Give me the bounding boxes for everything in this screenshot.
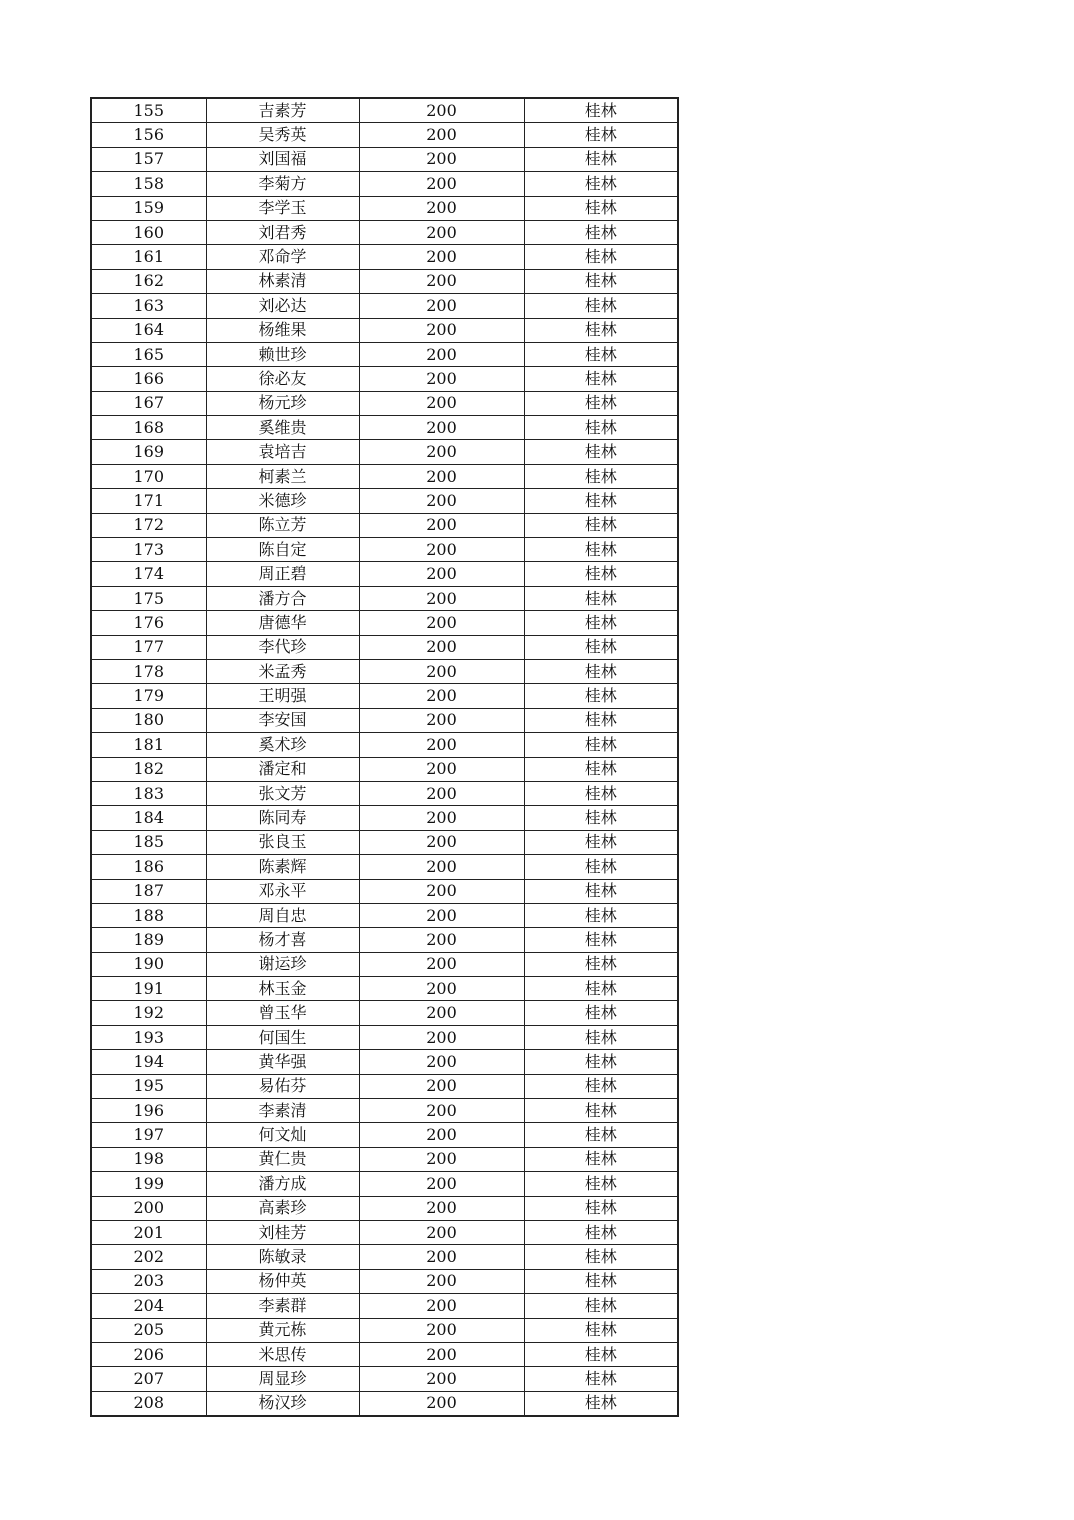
row-number-cell: 206	[91, 1342, 206, 1366]
table-row	[91, 781, 678, 805]
row-number-cell: 188	[91, 903, 206, 927]
row-number-cell: 173	[91, 538, 206, 562]
location-cell: 桂林	[524, 147, 678, 171]
name-cell: 杨元珍	[206, 391, 359, 415]
location-cell: 桂林	[524, 928, 678, 952]
location-cell: 桂林	[524, 1074, 678, 1098]
name-cell: 徐必友	[206, 367, 359, 391]
location-cell: 桂林	[524, 342, 678, 366]
location-cell: 桂林	[524, 269, 678, 293]
table-row	[91, 269, 678, 293]
location-cell: 桂林	[524, 123, 678, 147]
location-cell: 桂林	[524, 1123, 678, 1147]
location-cell: 桂林	[524, 1001, 678, 1025]
amount-cell: 200	[359, 757, 524, 781]
table-row	[91, 440, 678, 464]
row-number-cell: 204	[91, 1294, 206, 1318]
name-cell: 李安国	[206, 708, 359, 732]
amount-cell: 200	[359, 1245, 524, 1269]
table-row	[91, 245, 678, 269]
table-row	[91, 1050, 678, 1074]
table-row	[91, 928, 678, 952]
name-cell: 何文灿	[206, 1123, 359, 1147]
table-row	[91, 391, 678, 415]
amount-cell: 200	[359, 928, 524, 952]
table-row	[91, 1220, 678, 1244]
row-number-cell: 193	[91, 1025, 206, 1049]
row-number-cell: 156	[91, 123, 206, 147]
amount-cell: 200	[359, 172, 524, 196]
table-row	[91, 1294, 678, 1318]
name-cell: 米德珍	[206, 489, 359, 513]
location-cell: 桂林	[524, 611, 678, 635]
row-number-cell: 199	[91, 1172, 206, 1196]
location-cell: 桂林	[524, 1245, 678, 1269]
name-cell: 柯素兰	[206, 464, 359, 488]
name-cell: 李菊方	[206, 172, 359, 196]
row-number-cell: 182	[91, 757, 206, 781]
row-number-cell: 176	[91, 611, 206, 635]
location-cell: 桂林	[524, 977, 678, 1001]
amount-cell: 200	[359, 1099, 524, 1123]
amount-cell: 200	[359, 1050, 524, 1074]
name-cell: 奚维贵	[206, 416, 359, 440]
row-number-cell: 158	[91, 172, 206, 196]
name-cell: 周正碧	[206, 562, 359, 586]
row-number-cell: 168	[91, 416, 206, 440]
name-cell: 杨汉珍	[206, 1391, 359, 1416]
name-cell: 林玉金	[206, 977, 359, 1001]
name-cell: 邓永平	[206, 879, 359, 903]
row-number-cell: 167	[91, 391, 206, 415]
row-number-cell: 177	[91, 635, 206, 659]
row-number-cell: 194	[91, 1050, 206, 1074]
table-row	[91, 416, 678, 440]
location-cell: 桂林	[524, 562, 678, 586]
location-cell: 桂林	[524, 1147, 678, 1171]
name-cell: 谢运珍	[206, 952, 359, 976]
location-cell: 桂林	[524, 98, 678, 123]
table-row	[91, 1391, 678, 1416]
name-cell: 陈敏录	[206, 1245, 359, 1269]
table-row	[91, 659, 678, 683]
location-cell: 桂林	[524, 903, 678, 927]
table-row	[91, 1269, 678, 1293]
name-cell: 潘定和	[206, 757, 359, 781]
name-cell: 张良玉	[206, 830, 359, 854]
name-cell: 李代珍	[206, 635, 359, 659]
location-cell: 桂林	[524, 1391, 678, 1416]
table-row	[91, 1172, 678, 1196]
amount-cell: 200	[359, 318, 524, 342]
roster-table	[90, 97, 679, 1417]
location-cell: 桂林	[524, 489, 678, 513]
amount-cell: 200	[359, 1001, 524, 1025]
amount-cell: 200	[359, 1220, 524, 1244]
row-number-cell: 196	[91, 1099, 206, 1123]
row-number-cell: 178	[91, 659, 206, 683]
table-row	[91, 538, 678, 562]
table-row	[91, 977, 678, 1001]
name-cell: 周显珍	[206, 1367, 359, 1391]
row-number-cell: 183	[91, 781, 206, 805]
location-cell: 桂林	[524, 1269, 678, 1293]
amount-cell: 200	[359, 659, 524, 683]
location-cell: 桂林	[524, 464, 678, 488]
name-cell: 王明强	[206, 684, 359, 708]
amount-cell: 200	[359, 489, 524, 513]
amount-cell: 200	[359, 635, 524, 659]
table-row	[91, 635, 678, 659]
amount-cell: 200	[359, 538, 524, 562]
row-number-cell: 164	[91, 318, 206, 342]
row-number-cell: 198	[91, 1147, 206, 1171]
row-number-cell: 172	[91, 513, 206, 537]
location-cell: 桂林	[524, 684, 678, 708]
location-cell: 桂林	[524, 659, 678, 683]
amount-cell: 200	[359, 147, 524, 171]
location-cell: 桂林	[524, 1172, 678, 1196]
row-number-cell: 157	[91, 147, 206, 171]
location-cell: 桂林	[524, 391, 678, 415]
amount-cell: 200	[359, 1318, 524, 1342]
row-number-cell: 186	[91, 855, 206, 879]
amount-cell: 200	[359, 1342, 524, 1366]
amount-cell: 200	[359, 98, 524, 123]
name-cell: 赖世珍	[206, 342, 359, 366]
name-cell: 陈立芳	[206, 513, 359, 537]
location-cell: 桂林	[524, 1294, 678, 1318]
table-row	[91, 1025, 678, 1049]
row-number-cell: 179	[91, 684, 206, 708]
table-row	[91, 1196, 678, 1220]
location-cell: 桂林	[524, 830, 678, 854]
location-cell: 桂林	[524, 952, 678, 976]
row-number-cell: 201	[91, 1220, 206, 1244]
table-row	[91, 733, 678, 757]
row-number-cell: 161	[91, 245, 206, 269]
name-cell: 黄元栋	[206, 1318, 359, 1342]
table-row	[91, 611, 678, 635]
amount-cell: 200	[359, 806, 524, 830]
amount-cell: 200	[359, 1391, 524, 1416]
table-row	[91, 1367, 678, 1391]
amount-cell: 200	[359, 903, 524, 927]
table-row	[91, 586, 678, 610]
name-cell: 高素珍	[206, 1196, 359, 1220]
row-number-cell: 205	[91, 1318, 206, 1342]
name-cell: 张文芳	[206, 781, 359, 805]
row-number-cell: 160	[91, 220, 206, 244]
table-row	[91, 123, 678, 147]
row-number-cell: 184	[91, 806, 206, 830]
amount-cell: 200	[359, 1123, 524, 1147]
name-cell: 周自忠	[206, 903, 359, 927]
name-cell: 易佑芬	[206, 1074, 359, 1098]
location-cell: 桂林	[524, 1025, 678, 1049]
amount-cell: 200	[359, 416, 524, 440]
table-row	[91, 147, 678, 171]
name-cell: 吉素芳	[206, 98, 359, 123]
amount-cell: 200	[359, 977, 524, 1001]
table-row	[91, 903, 678, 927]
location-cell: 桂林	[524, 1342, 678, 1366]
amount-cell: 200	[359, 781, 524, 805]
location-cell: 桂林	[524, 708, 678, 732]
row-number-cell: 192	[91, 1001, 206, 1025]
amount-cell: 200	[359, 1196, 524, 1220]
location-cell: 桂林	[524, 172, 678, 196]
table-row	[91, 1318, 678, 1342]
name-cell: 杨维果	[206, 318, 359, 342]
amount-cell: 200	[359, 391, 524, 415]
location-cell: 桂林	[524, 733, 678, 757]
amount-cell: 200	[359, 196, 524, 220]
location-cell: 桂林	[524, 245, 678, 269]
name-cell: 李素群	[206, 1294, 359, 1318]
location-cell: 桂林	[524, 513, 678, 537]
name-cell: 黄仁贵	[206, 1147, 359, 1171]
amount-cell: 200	[359, 1294, 524, 1318]
table-row	[91, 1001, 678, 1025]
location-cell: 桂林	[524, 781, 678, 805]
amount-cell: 200	[359, 562, 524, 586]
row-number-cell: 195	[91, 1074, 206, 1098]
row-number-cell: 190	[91, 952, 206, 976]
table-row	[91, 172, 678, 196]
table-row	[91, 562, 678, 586]
name-cell: 刘国福	[206, 147, 359, 171]
name-cell: 袁培吉	[206, 440, 359, 464]
row-number-cell: 163	[91, 294, 206, 318]
name-cell: 李素清	[206, 1099, 359, 1123]
name-cell: 林素清	[206, 269, 359, 293]
row-number-cell: 175	[91, 586, 206, 610]
amount-cell: 200	[359, 684, 524, 708]
name-cell: 黄华强	[206, 1050, 359, 1074]
name-cell: 何国生	[206, 1025, 359, 1049]
name-cell: 陈自定	[206, 538, 359, 562]
row-number-cell: 171	[91, 489, 206, 513]
table-row	[91, 1074, 678, 1098]
amount-cell: 200	[359, 245, 524, 269]
name-cell: 吴秀英	[206, 123, 359, 147]
name-cell: 米思传	[206, 1342, 359, 1366]
location-cell: 桂林	[524, 855, 678, 879]
table-row	[91, 464, 678, 488]
table-row	[91, 879, 678, 903]
location-cell: 桂林	[524, 586, 678, 610]
row-number-cell: 197	[91, 1123, 206, 1147]
row-number-cell: 203	[91, 1269, 206, 1293]
name-cell: 陈同寿	[206, 806, 359, 830]
name-cell: 李学玉	[206, 196, 359, 220]
table-row	[91, 294, 678, 318]
table-row	[91, 1245, 678, 1269]
row-number-cell: 181	[91, 733, 206, 757]
table-row	[91, 367, 678, 391]
table-row	[91, 684, 678, 708]
location-cell: 桂林	[524, 367, 678, 391]
table-row	[91, 1123, 678, 1147]
location-cell: 桂林	[524, 440, 678, 464]
table-row	[91, 757, 678, 781]
row-number-cell: 202	[91, 1245, 206, 1269]
location-cell: 桂林	[524, 294, 678, 318]
table-row	[91, 489, 678, 513]
amount-cell: 200	[359, 1147, 524, 1171]
row-number-cell: 155	[91, 98, 206, 123]
table-row	[91, 1147, 678, 1171]
amount-cell: 200	[359, 440, 524, 464]
table-row	[91, 952, 678, 976]
row-number-cell: 169	[91, 440, 206, 464]
amount-cell: 200	[359, 1172, 524, 1196]
amount-cell: 200	[359, 1269, 524, 1293]
table-row	[91, 1342, 678, 1366]
table-row	[91, 1099, 678, 1123]
row-number-cell: 166	[91, 367, 206, 391]
location-cell: 桂林	[524, 1367, 678, 1391]
amount-cell: 200	[359, 879, 524, 903]
row-number-cell: 185	[91, 830, 206, 854]
amount-cell: 200	[359, 1025, 524, 1049]
amount-cell: 200	[359, 367, 524, 391]
amount-cell: 200	[359, 855, 524, 879]
row-number-cell: 170	[91, 464, 206, 488]
name-cell: 曾玉华	[206, 1001, 359, 1025]
row-number-cell: 165	[91, 342, 206, 366]
name-cell: 杨仲英	[206, 1269, 359, 1293]
row-number-cell: 207	[91, 1367, 206, 1391]
table-row	[91, 318, 678, 342]
row-number-cell: 187	[91, 879, 206, 903]
amount-cell: 200	[359, 513, 524, 537]
name-cell: 潘方成	[206, 1172, 359, 1196]
table-row	[91, 342, 678, 366]
name-cell: 刘必达	[206, 294, 359, 318]
location-cell: 桂林	[524, 538, 678, 562]
row-number-cell: 191	[91, 977, 206, 1001]
row-number-cell: 174	[91, 562, 206, 586]
name-cell: 刘桂芳	[206, 1220, 359, 1244]
location-cell: 桂林	[524, 757, 678, 781]
amount-cell: 200	[359, 1367, 524, 1391]
amount-cell: 200	[359, 220, 524, 244]
amount-cell: 200	[359, 123, 524, 147]
table-row	[91, 98, 678, 123]
amount-cell: 200	[359, 586, 524, 610]
amount-cell: 200	[359, 342, 524, 366]
row-number-cell: 208	[91, 1391, 206, 1416]
roster-table-body	[91, 98, 678, 1416]
location-cell: 桂林	[524, 635, 678, 659]
name-cell: 陈素辉	[206, 855, 359, 879]
table-row	[91, 220, 678, 244]
location-cell: 桂林	[524, 196, 678, 220]
amount-cell: 200	[359, 464, 524, 488]
name-cell: 唐德华	[206, 611, 359, 635]
row-number-cell: 162	[91, 269, 206, 293]
amount-cell: 200	[359, 952, 524, 976]
table-row	[91, 830, 678, 854]
amount-cell: 200	[359, 733, 524, 757]
name-cell: 邓命学	[206, 245, 359, 269]
name-cell: 杨才喜	[206, 928, 359, 952]
name-cell: 潘方合	[206, 586, 359, 610]
location-cell: 桂林	[524, 1220, 678, 1244]
location-cell: 桂林	[524, 1318, 678, 1342]
row-number-cell: 159	[91, 196, 206, 220]
row-number-cell: 180	[91, 708, 206, 732]
location-cell: 桂林	[524, 318, 678, 342]
amount-cell: 200	[359, 611, 524, 635]
name-cell: 米孟秀	[206, 659, 359, 683]
amount-cell: 200	[359, 294, 524, 318]
amount-cell: 200	[359, 1074, 524, 1098]
location-cell: 桂林	[524, 416, 678, 440]
amount-cell: 200	[359, 830, 524, 854]
table-row	[91, 196, 678, 220]
row-number-cell: 189	[91, 928, 206, 952]
table-row	[91, 855, 678, 879]
name-cell: 奚术珍	[206, 733, 359, 757]
location-cell: 桂林	[524, 1050, 678, 1074]
name-cell: 刘君秀	[206, 220, 359, 244]
table-row	[91, 513, 678, 537]
table-row	[91, 708, 678, 732]
amount-cell: 200	[359, 708, 524, 732]
row-number-cell: 200	[91, 1196, 206, 1220]
location-cell: 桂林	[524, 1099, 678, 1123]
table-row	[91, 806, 678, 830]
location-cell: 桂林	[524, 806, 678, 830]
location-cell: 桂林	[524, 1196, 678, 1220]
location-cell: 桂林	[524, 879, 678, 903]
spreadsheet-page	[90, 97, 677, 1417]
location-cell: 桂林	[524, 220, 678, 244]
amount-cell: 200	[359, 269, 524, 293]
